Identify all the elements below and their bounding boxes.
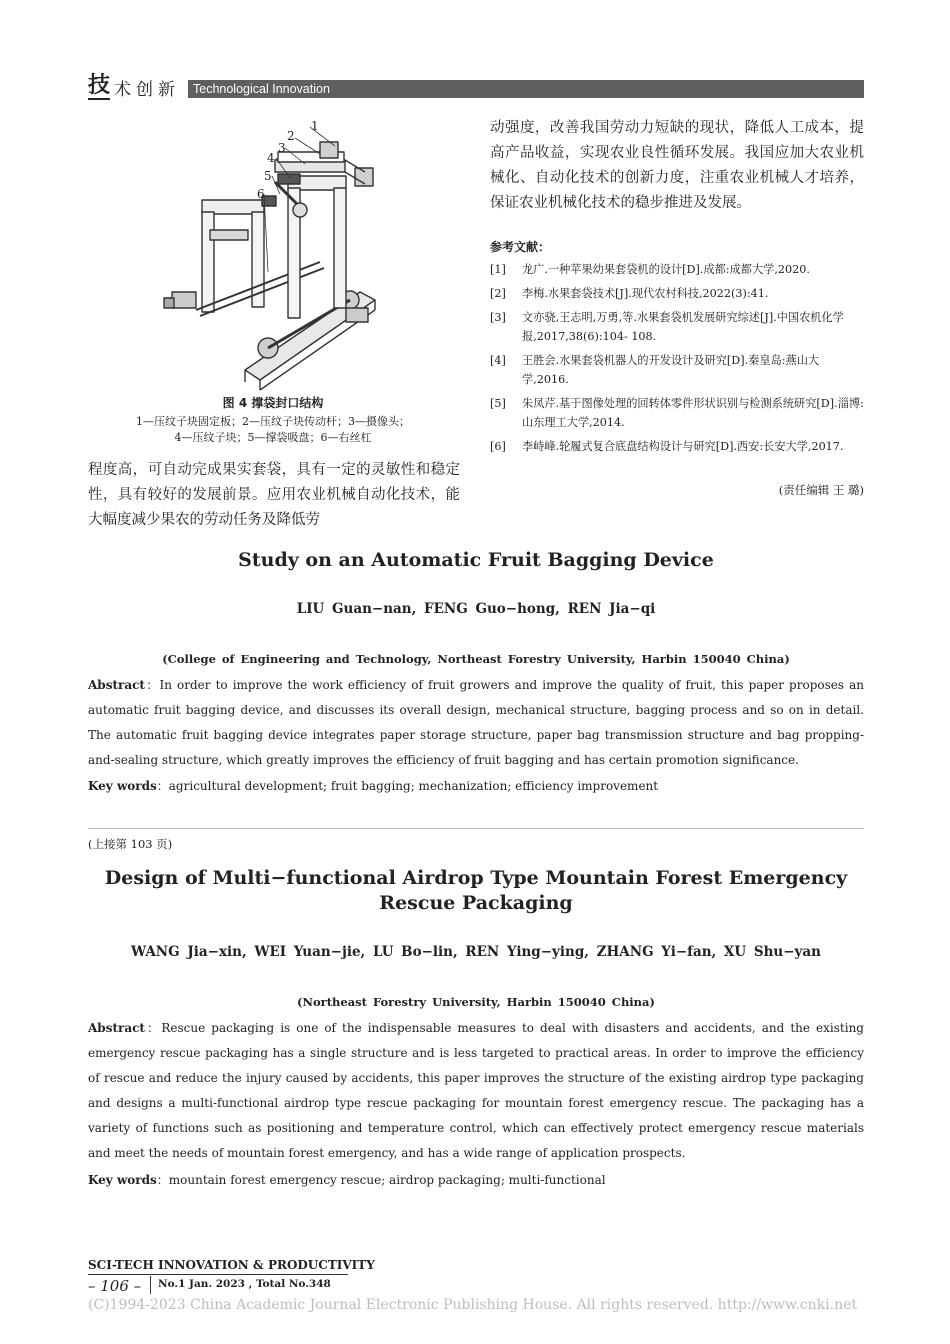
article2-authors: WANG Jia−xin, WEI Yuan−jie, LU Bo−lin, REN Ying−ying, ZHANG Yi−fan, XU Shu−yan [131, 944, 821, 960]
reference-text: 王胜会.水果套袋机器人的开发设计及研究[D].秦皇岛:燕山大学,2016. [522, 354, 820, 386]
reference-list [490, 260, 864, 461]
article1-abstract: Abstract：In order to improve the work efficiency of fruit growers and improve the quality of fruit, this paper proposes an automatic fruit bagging device, and discusses its overall design, mechanical structure, bagging process and so on in detail. The automatic fruit bagging device integrates paper storage structure, paper bag transmission structure and bag propping-and-sealing structure, which greatly improves the efficiency of fruit bagging and has certain promotion significance. [88, 678, 864, 767]
article1-authors: LIU Guan−nan, FENG Guo−hong, REN Jia−qi [296, 601, 656, 617]
article1-keywords: Key words：agricultural development; fruit bagging; mechanization; efficiency improvement [88, 779, 659, 793]
references-title: 参考文献： [490, 240, 551, 254]
reference-text: 李峙峰.轮履式复合底盘结构设计与研究[D].西安:长安大学,2017. [522, 440, 844, 453]
reference-number: [4] [490, 354, 506, 367]
reference-item [490, 437, 864, 456]
figure-caption: 图 4 撑袋封口结构 [222, 396, 324, 410]
keywords-text: mountain forest emergency rescue; airdrop packaging; multi-functional [168, 1173, 606, 1187]
section-header [88, 74, 180, 100]
figure-legend [88, 414, 458, 446]
reference-item [490, 394, 864, 432]
figure-legend-line: 1—压纹子块固定板；2—压纹子块传动杆；3—摄像头； [136, 415, 410, 428]
section-header-english: Technological Innovation [188, 80, 864, 98]
reference-number: [1] [490, 263, 506, 276]
figure-callout: 6 [257, 187, 265, 201]
left-column-text: 程度高，可自动完成果实套袋，具有一定的灵敏性和稳定性，具有较好的发展前景。应用农业机械自动化技术，能大幅度减少果农的劳动任务及降低劳 [88, 462, 460, 528]
article2-title: Design of Multi−functional Airdrop Type Mountain Forest Emergency Rescue Packaging [104, 867, 848, 914]
journal-name: SCI-TECH INNOVATION & PRODUCTIVITY [88, 1258, 375, 1272]
reference-text: 李梅.水果套袋技术[J].现代农村科技,2022(3):41. [522, 287, 769, 300]
reference-text: 文亦骁,王志明,万勇,等.水果套袋机发展研究综述[J].中国农机化学报,2017,38(6):104- 108. [522, 311, 844, 343]
article1-title: Study on an Automatic Fruit Bagging Device [238, 549, 714, 571]
reference-item [490, 260, 864, 279]
reference-number: [3] [490, 311, 506, 324]
keywords-label: Key words [88, 779, 157, 793]
footer-separator [150, 1276, 151, 1294]
keywords-label: Key words [88, 1173, 157, 1187]
continued-from-note: (上接第 103 页) [88, 837, 173, 851]
page-number: – 106 – [88, 1277, 142, 1295]
figure-callout: 2 [287, 129, 295, 143]
abstract-label: Abstract [88, 678, 145, 692]
reference-number: [5] [490, 397, 506, 410]
reference-item [490, 284, 864, 303]
bagging-mechanism-figure [150, 112, 385, 392]
reference-item [490, 351, 864, 389]
reference-number: [6] [490, 440, 506, 453]
article2-keywords: Key words：mountain forest emergency rescue; airdrop packaging; multi-functional [88, 1173, 606, 1187]
reference-item [490, 308, 864, 346]
abstract-text: Rescue packaging is one of the indispensable measures to deal with disasters and accidents, and the existing emergency rescue packaging has a single structure and is less targeted to practical areas. In order to improve the efficiency of rescue and reduce the injury caused by accidents, this paper improves the structure of the existing airdrop type packaging and designs a multi-functional airdrop type rescue packaging for mountain forest emergency rescue. The packaging has a variety of functions such as positioning and temperature control, which can effectively protect emergency rescue materials and meet the needs of mountain forest emergency, and has a wide range of application prospects. [88, 1021, 864, 1160]
right-column-text: 动强度，改善我国劳动力短缺的现状，降低人工成本，提高产品收益，实现农业良性循环发展。我国应加大农业机械化、自动化技术的创新力度，注重农业机械人才培养，保证农业机械化技术的稳步推进及发展。 [490, 120, 864, 211]
figure-callout: 5 [264, 169, 272, 183]
article2-abstract: Abstract：Rescue packaging is one of the indispensable measures to deal with disasters and accidents, and the existing emergency rescue packaging has a single structure and is less targeted to practical areas. In order to improve the efficiency of rescue and reduce the injury caused by accidents, this paper improves the structure of the existing airdrop type packaging and designs a multi-functional airdrop type rescue packaging for mountain forest emergency rescue. The packaging has a variety of functions such as positioning and temperature control, which can effectively protect emergency rescue materials and meet the needs of mountain forest emergency, and has a wide range of application prospects. [88, 1021, 864, 1160]
reference-text: 龙广.一种苹果幼果套袋机的设计[D].成都:成都大学,2020. [522, 263, 810, 276]
reference-text: 朱凤芹.基于图像处理的回转体零件形状识别与检测系统研究[D].淄博:山东理工大学,2014. [522, 397, 864, 429]
reference-number: [2] [490, 287, 506, 300]
figure-legend-line: 4—压纹子块；5—撑袋吸盘；6—右丝杠 [174, 431, 372, 444]
figure-callout: 1 [311, 119, 319, 133]
keywords-text: agricultural development; fruit bagging; mechanization; efficiency improvement [168, 779, 659, 793]
article2-affiliation: (Northeast Forestry University, Harbin 150040 China) [297, 995, 655, 1009]
abstract-text: In order to improve the work efficiency of fruit growers and improve the quality of fruit, this paper proposes an automatic fruit bagging device, and discusses its overall design, mechanical structure, bagging process and so on in detail. The automatic fruit bagging device integrates paper storage structure, paper bag transmission structure and bag propping-and-sealing structure, which greatly improves the efficiency of fruit bagging and has certain promotion significance. [88, 678, 864, 767]
article1-affiliation: (College of Engineering and Technology, Northeast Forestry University, Harbin 150040 China) [162, 652, 790, 666]
responsible-editor: (责任编辑 王 璐) [778, 483, 864, 497]
section-header-rest: 术创新 [114, 79, 181, 100]
issue-info: No.1 Jan. 2023 , Total No.348 [158, 1278, 331, 1290]
copyright-watermark: (C)1994-2023 China Academic Journal Electronic Publishing House. All rights reserved. http://www.cnki.net [88, 1297, 858, 1313]
footer-rule [88, 1274, 348, 1275]
figure-callout: 3 [278, 141, 286, 155]
section-header-first-char: 技 [88, 73, 111, 98]
abstract-label: Abstract [88, 1021, 145, 1035]
section-divider [88, 828, 864, 829]
figure-callout: 4 [267, 151, 275, 165]
